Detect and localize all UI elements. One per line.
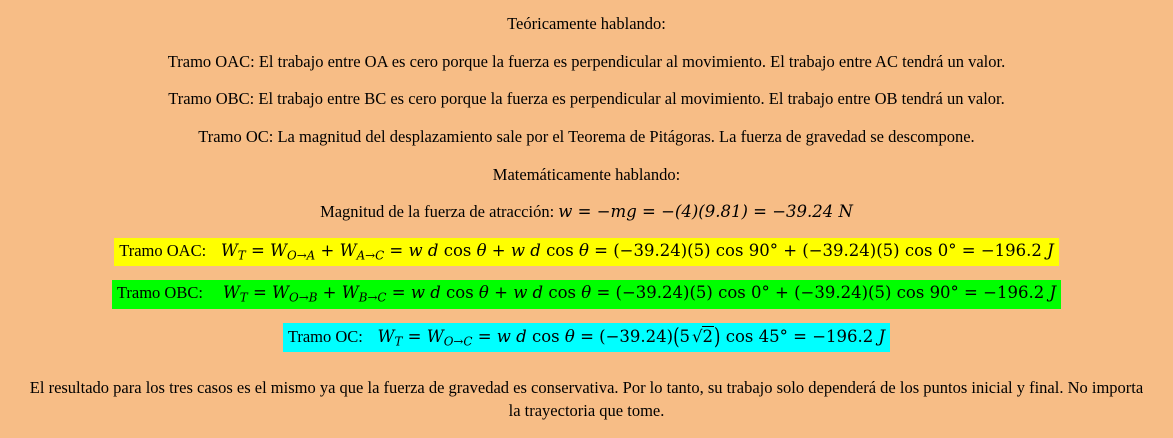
intro-heading: Teóricamente hablando:: [507, 14, 666, 33]
equation-oc-body: $W_T = W_{O\to C} = w$ d cos θ = (−39.24)(5 √2) cos 45° = −196.2 J: [377, 323, 886, 350]
conclusion-text: El resultado para los tres casos es el mismo ya que la fuerza de gravedad es conservativa. Por lo tanto, su trabajo solo dependerá de los puntos inicial y final. No importa la trayectoria que tome.: [29, 378, 1144, 420]
equation-obc-body: $W_T = W_{O\to B} + W_{B\to C} = w$ d cos θ + w d cos θ = (−39.24)(5) cos 0° + (−39.24)(5) cos 90° = −196.2 J: [222, 283, 1057, 305]
equation-oac-highlight: [114, 238, 1059, 267]
math-heading: Matemáticamente hablando:: [492, 164, 681, 184]
force-equation: w = −mg = −(4)(9.81) = −39.24 N: [558, 202, 853, 222]
equation-oac-body: $W_T = W_{O\to A} + W_{A\to C} = w$ d cos θ + w d cos θ = (−39.24)(5) cos 90° + (−39.24)(5) cos 0° = −196.2 J: [220, 240, 1054, 263]
force-magnitude-line: [16, 202, 1157, 223]
bullet-oac: Tramo OAC: El trabajo entre OA es cero porque la fuerza es perpendicular al movimiento. El trabajo entre AC tendrá un valor.: [167, 51, 1006, 71]
equation-oc-label: Tramo OC:: [287, 326, 363, 346]
bullet-obc: Tramo OBC: El trabajo entre BC es cero porque la fuerza es perpendicular al movimiento. El trabajo entre OB tendrá un valor.: [168, 89, 1005, 109]
equation-oac-label: Tramo OAC:: [119, 240, 207, 260]
equation-row-oc: [16, 323, 1157, 353]
equation-obc-label: Tramo OBC:: [116, 283, 203, 303]
bullet-oc: Tramo OC: La magnitud del desplazamiento sale por el Teorema de Pitágoras. La fuerza de gravedad se descompone.: [198, 126, 975, 146]
equation-row-oac: [16, 238, 1157, 267]
force-label: Magnitud de la fuerza de atracción:: [320, 202, 555, 222]
equation-obc-highlight: [112, 280, 1061, 309]
equation-row-obc: [16, 280, 1157, 309]
equation-oc-highlight: [283, 323, 890, 353]
